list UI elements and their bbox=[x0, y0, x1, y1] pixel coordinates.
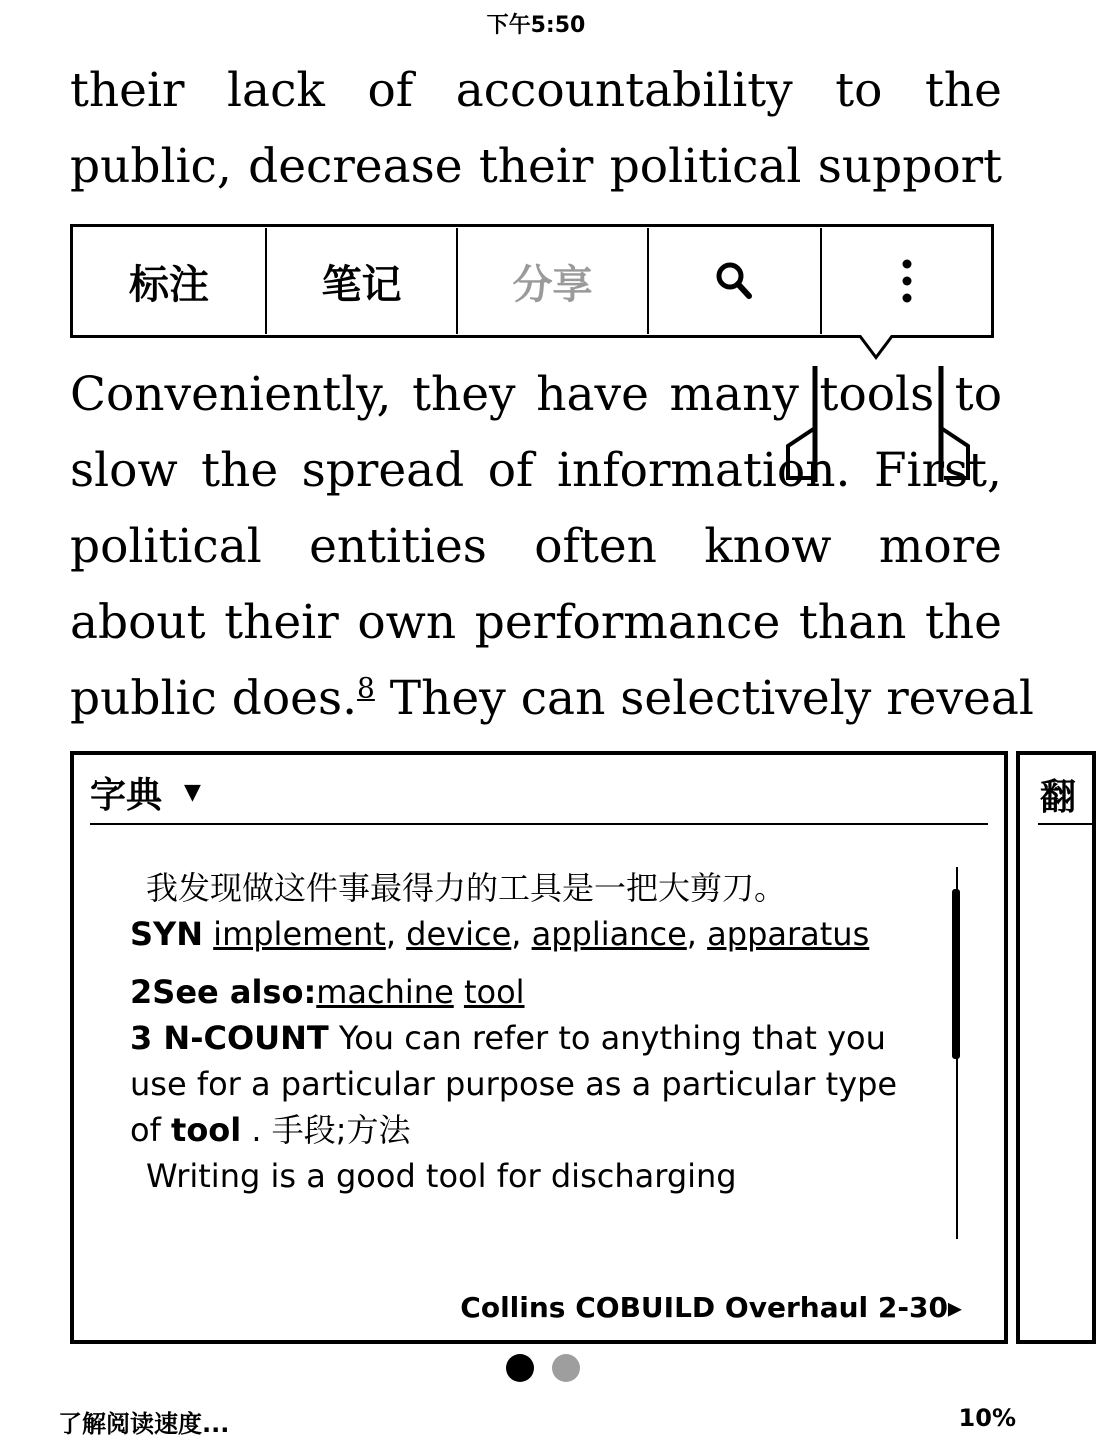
headword: tool bbox=[171, 1111, 242, 1149]
dictionary-definition bbox=[130, 865, 930, 1245]
dictionary-source-link[interactable]: Collins COBUILD Overhaul 2-30▸ bbox=[460, 1291, 962, 1324]
sense-3-definition: You can refer to anything that you use for a particular purpose as a particular type of bbox=[130, 1019, 898, 1149]
status-time: 下午5:50 bbox=[486, 13, 586, 38]
search-icon bbox=[713, 259, 757, 303]
selection-start-handle[interactable] bbox=[782, 364, 822, 484]
divider bbox=[1038, 823, 1092, 825]
footnote-link[interactable]: 8 bbox=[357, 671, 375, 705]
more-button[interactable] bbox=[822, 228, 991, 334]
text-line: about their own performance than the bbox=[70, 595, 1002, 650]
text-line: public, decrease their political support bbox=[70, 139, 1002, 194]
see-also-link[interactable]: machine bbox=[316, 973, 454, 1011]
reading-text-main bbox=[70, 357, 1034, 737]
sense-3-translation: . 手段;方法 bbox=[241, 1111, 411, 1149]
example-en: Writing is a good tool for discharging bbox=[146, 1157, 737, 1195]
synonym-link[interactable]: appliance bbox=[531, 915, 687, 953]
dictionary-card[interactable] bbox=[70, 751, 1008, 1344]
scrollbar-thumb[interactable] bbox=[952, 889, 960, 1059]
selection-end-handle[interactable] bbox=[934, 364, 974, 484]
text-line-selected[interactable]: Conveniently, they have many tools to bbox=[70, 367, 1002, 422]
syn-label: SYN bbox=[130, 915, 203, 953]
pager-dot[interactable] bbox=[552, 1354, 580, 1382]
example-cn: 我发现做这件事最得力的工具是一把大剪刀。 bbox=[146, 869, 787, 907]
triangle-down-icon: ▼ bbox=[184, 780, 201, 805]
search-button[interactable] bbox=[649, 228, 822, 334]
divider bbox=[90, 823, 988, 825]
sense-2 bbox=[130, 969, 930, 1015]
reading-text-top bbox=[70, 53, 1002, 205]
text-segment: public does. bbox=[70, 671, 358, 726]
selection-toolbar bbox=[70, 224, 994, 338]
sense-3 bbox=[130, 1015, 930, 1153]
reading-speed-link[interactable]: 了解阅读速度... bbox=[58, 1410, 230, 1438]
text-line: slow the spread of information. First, bbox=[70, 443, 1002, 498]
highlight-button[interactable]: 标注 bbox=[73, 228, 267, 334]
text-line: political entities often know more bbox=[70, 519, 1002, 574]
synonym-row: SYN implement, device, appliance, apparatus bbox=[130, 915, 870, 953]
text-line: their lack of accountability to the bbox=[70, 63, 1002, 118]
pager-dot-active[interactable] bbox=[506, 1354, 534, 1382]
synonym-link[interactable]: apparatus bbox=[707, 915, 870, 953]
text-line bbox=[70, 661, 1034, 737]
dictionary-tab-label: 字典 bbox=[90, 775, 163, 816]
translation-tab-label: 翻 bbox=[1040, 777, 1077, 818]
reading-progress[interactable]: 10% bbox=[958, 1404, 1016, 1432]
text-segment: They can selectively reveal bbox=[374, 671, 1034, 726]
card-pager[interactable] bbox=[506, 1354, 580, 1382]
note-button[interactable]: 笔记 bbox=[267, 228, 458, 334]
toolbar-pointer-fill bbox=[861, 335, 891, 355]
synonym-link[interactable]: device bbox=[406, 915, 512, 953]
sense-3-label: 3 N-COUNT bbox=[130, 1019, 329, 1057]
synonym-link[interactable]: implement bbox=[213, 915, 386, 953]
share-button[interactable]: 分享 bbox=[458, 228, 649, 334]
see-also-link[interactable]: tool bbox=[463, 973, 525, 1011]
translation-card-peek[interactable] bbox=[1016, 751, 1096, 1344]
sense-2-label: 2See also: bbox=[130, 973, 317, 1011]
dictionary-tab-selector[interactable] bbox=[90, 767, 201, 818]
more-vertical-icon bbox=[897, 259, 917, 303]
